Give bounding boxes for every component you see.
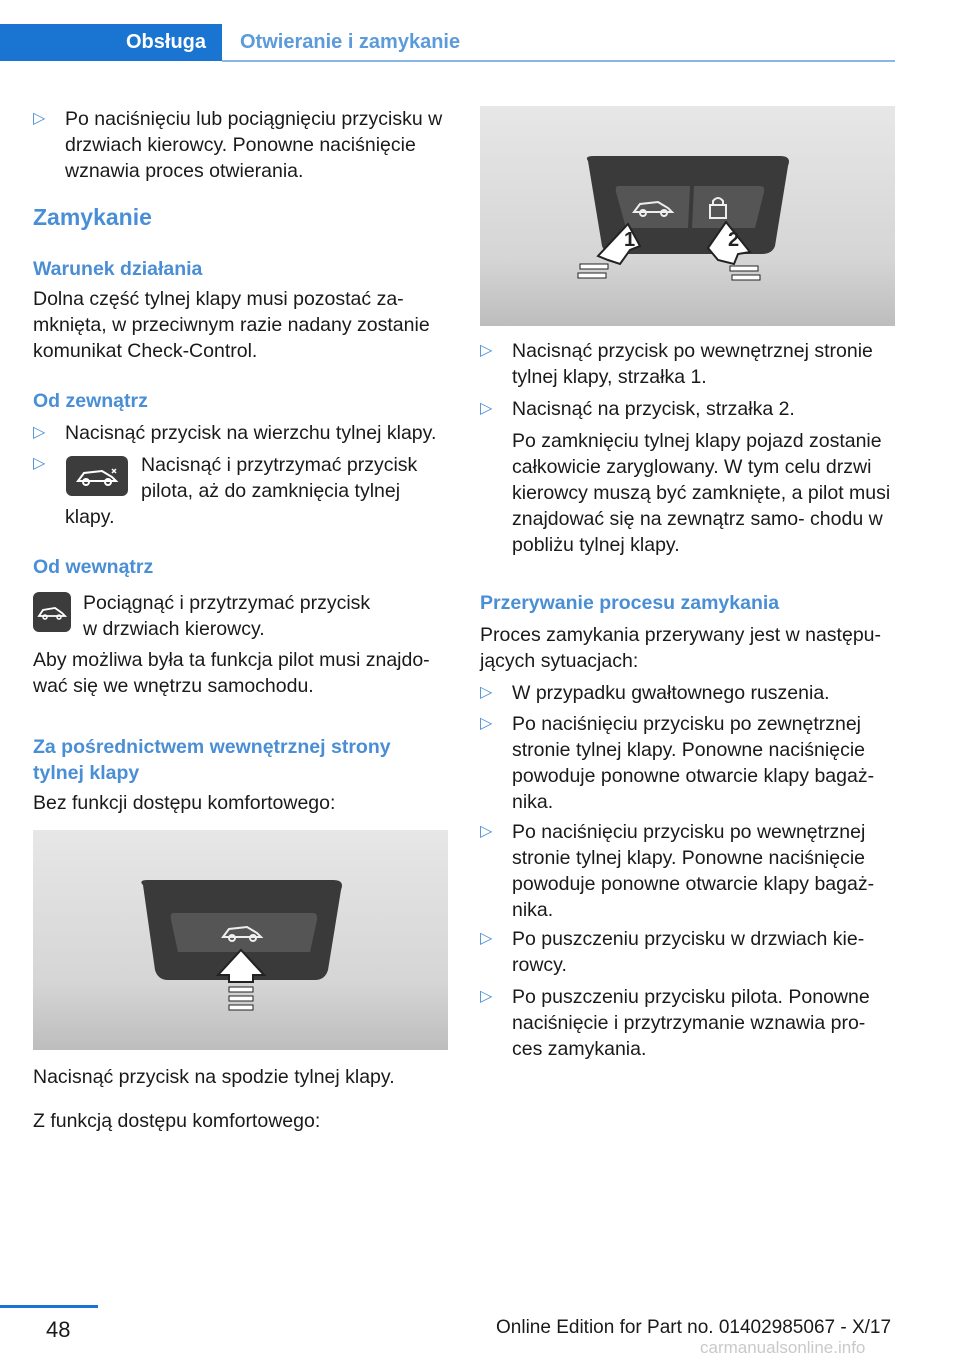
bullet-triangle-icon: ▷: [480, 684, 493, 701]
arrow-label: 2: [728, 229, 740, 251]
bullet-triangle-icon: ▷: [33, 424, 46, 441]
subheading: Od zewnątrz: [33, 390, 148, 412]
list-item: ▷ Po naciśnięciu przycisku po zewnętrznej stronie tylnej klapy. Ponowne naciśnięcie powoduje ponowne otwarcie klapy bagaż‐ nika.: [480, 713, 875, 813]
list-item: ▷ Nacisnąć przycisk po wewnętrznej stronie tylnej klapy, strzałka 1.: [480, 340, 873, 388]
bullet-triangle-icon: ▷: [480, 400, 493, 417]
subheading: Warunek działania: [33, 258, 203, 280]
list-item: ▷ Po naciśnięciu przycisku po wewnętrznej stronie tylnej klapy. Ponowne naciśnięcie powoduje ponowne otwarcie klapy bagaż‐ nika.: [480, 821, 875, 921]
header-divider: [222, 60, 895, 62]
list-item: [33, 106, 448, 184]
list-item-text: Po naciśnięciu lub pociągnięciu przycisku w drzwiach kierowcy. Ponowne naciśnięcie wznawia proces otwierania.: [65, 108, 443, 182]
paragraph: Po zamknięciu tylnej klapy pojazd zostanie całkowicie zaryglowany. W tym celu drzwi kierowcy muszą być zamknięte, a pilot musi znajdować się na zewnątrz samo‐ chodu w pobliżu tylnej klapy.: [512, 430, 891, 556]
watermark: carmanualsonline.info: [700, 1338, 866, 1357]
footer-divider: [0, 1305, 98, 1308]
bullet-triangle-icon: ▷: [480, 342, 493, 359]
list-item: ▷ Nacisnąć na przycisk, strzałka 2.: [480, 398, 795, 420]
arrow-label: 1: [624, 229, 636, 251]
subheading: Za pośrednictwem wewnętrznej strony tylnej klapy: [33, 736, 391, 784]
bullet-triangle-icon: ▷: [480, 823, 493, 840]
page-number: 48: [46, 1317, 71, 1342]
list-item: ▷ W przypadku gwałtownego ruszenia.: [480, 682, 830, 704]
list-item: ▷ Nacisnąć przycisk na wierzchu tylnej klapy.: [33, 422, 437, 444]
tailgate-buttons-photo: [480, 106, 895, 326]
section-heading: Zamykanie: [33, 204, 152, 230]
list-item: ▷ Po puszczeniu przycisku pilota. Ponowne naciśnięcie i przytrzymanie wznawia pro‐ ces zamykania.: [480, 986, 870, 1060]
tailgate-close-icon: [66, 456, 128, 496]
subheading: Przerywanie procesu zamykania: [480, 592, 780, 614]
paragraph: Proces zamykania przerywany jest w następu‐ jących sytuacjach:: [480, 624, 881, 672]
bullet-triangle-icon: ▷: [33, 110, 46, 127]
bullet-triangle-icon: ▷: [480, 988, 493, 1005]
tailgate-button-photo: [33, 830, 448, 1050]
edition-note: Online Edition for Part no. 01402985067 - X/17: [496, 1317, 892, 1338]
bullet-triangle-icon: ▷: [33, 455, 46, 472]
bullet-triangle-icon: ▷: [480, 715, 493, 732]
tailgate-close-icon: [33, 592, 71, 632]
section-tab: [0, 24, 222, 61]
breadcrumb: Otwieranie i zamykanie: [240, 31, 461, 53]
subheading: Od wewnątrz: [33, 556, 154, 578]
section-tab-label: Obsługa: [125, 31, 206, 53]
list-item: ▷ Po puszczeniu przycisku w drzwiach kie‐ rowcy.: [480, 928, 865, 976]
bullet-triangle-icon: ▷: [480, 930, 493, 947]
paragraph: Dolna część tylnej klapy musi pozostać za‐ mknięta, w przeciwnym razie nadany zostanie komunikat Check-Control.: [33, 288, 430, 362]
